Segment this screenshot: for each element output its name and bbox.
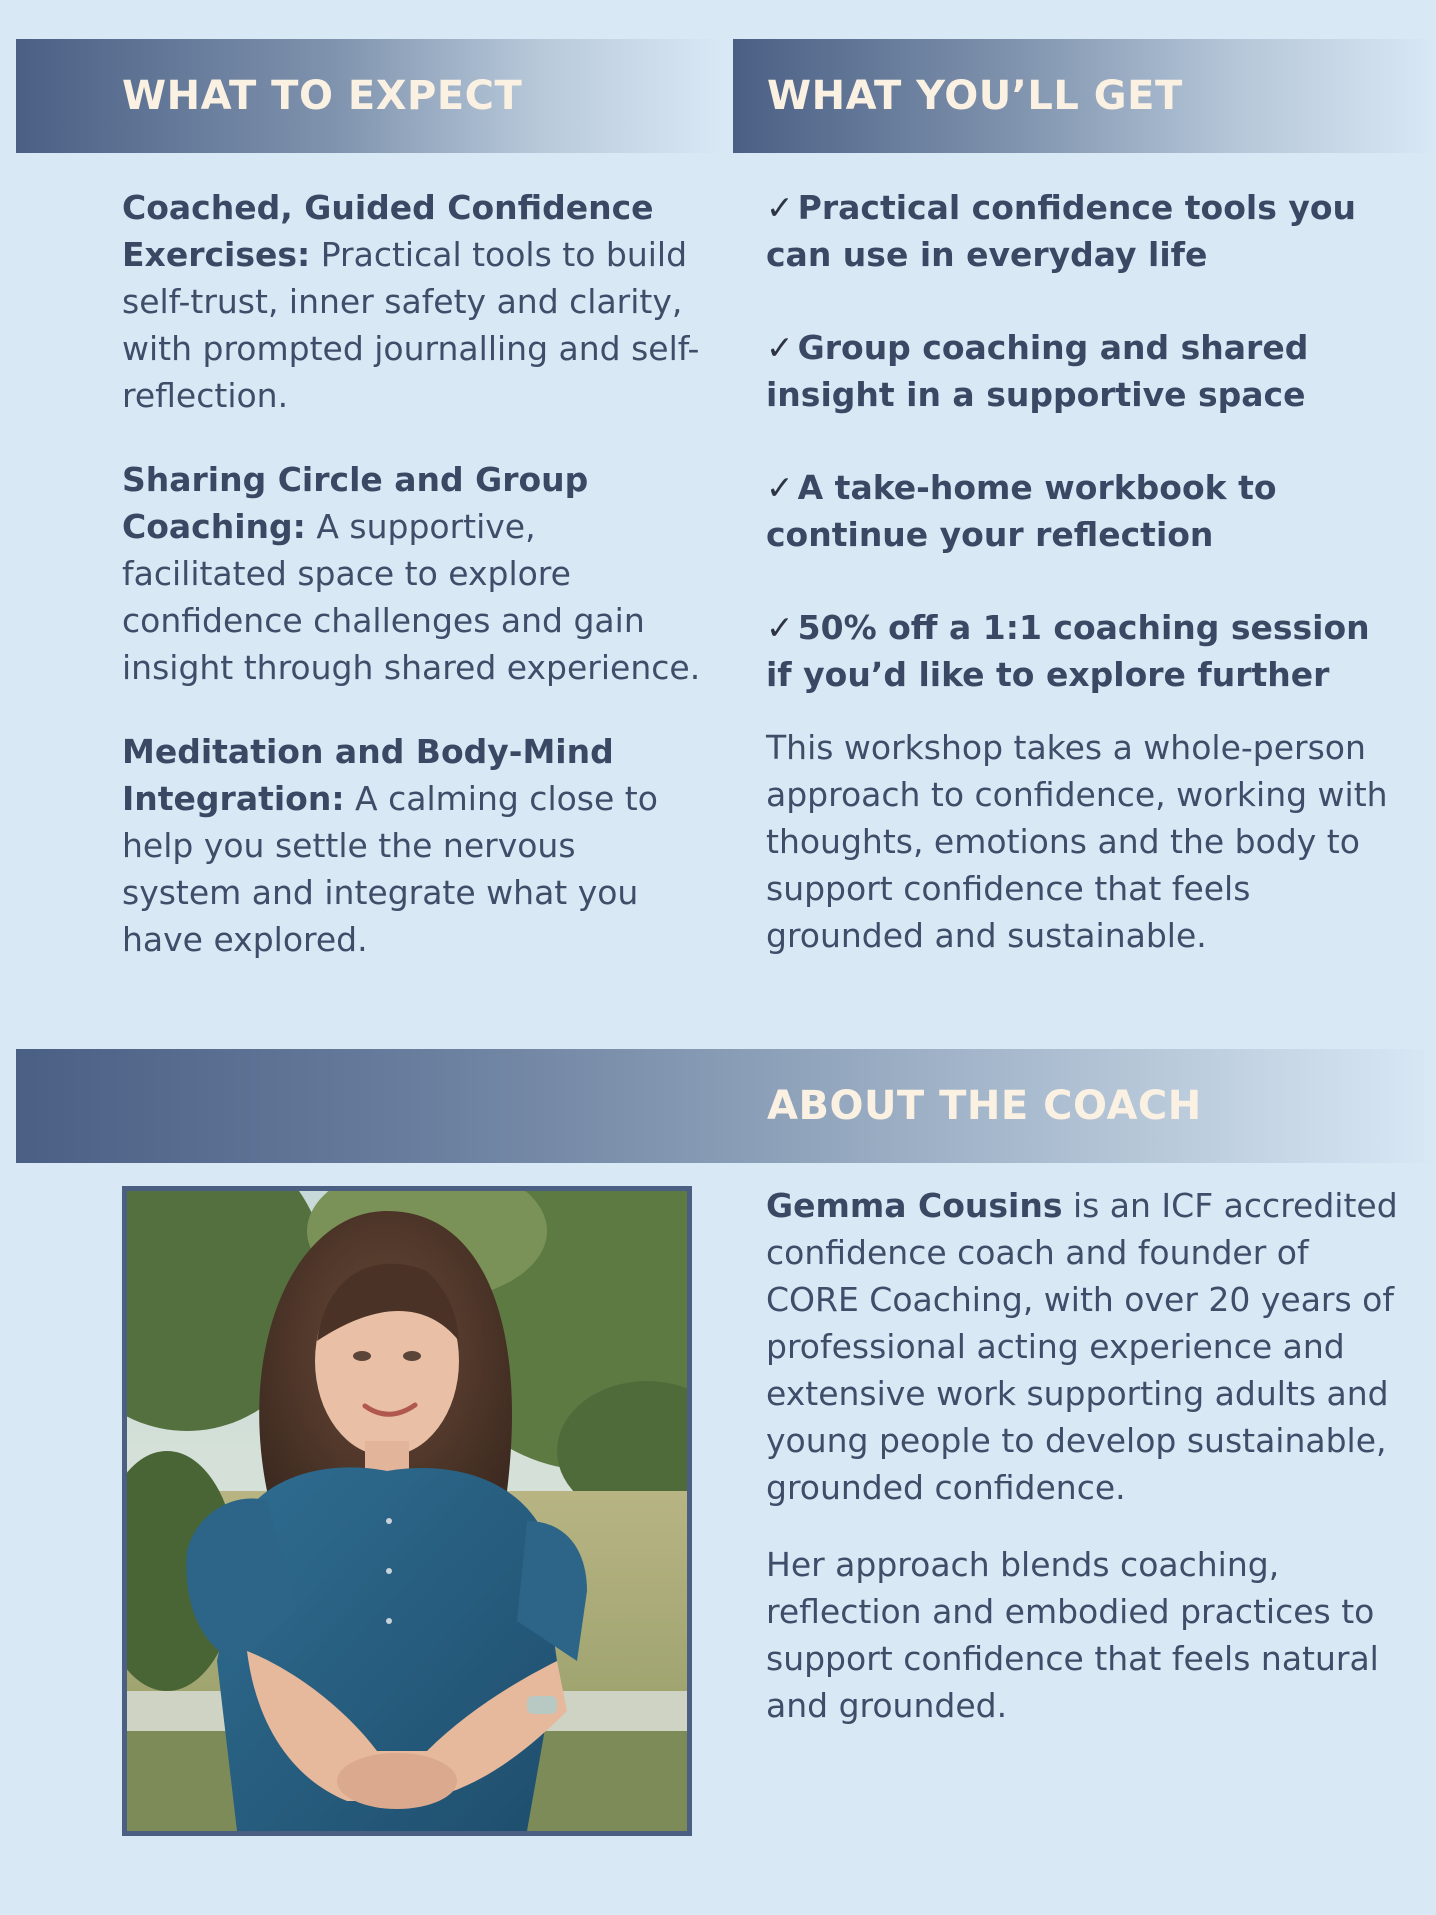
coach-portrait-image [127, 1191, 687, 1831]
get-item-text: Practical confidence tools you can use in everyday life [766, 188, 1357, 274]
coach-photo [122, 1186, 692, 1836]
get-list [766, 184, 1406, 959]
expect-item-title: Coached, Guided Confidence Exercises: [122, 188, 654, 274]
coach-bio-text: is an ICF accredited confidence coach and founder of CORE Coaching, with over 20 years of professional acting experience and extensive work supporting adults and young people to develop sustainable, grounded confidence. [766, 1186, 1398, 1507]
expect-item [122, 184, 702, 419]
expect-item-title: Sharing Circle and Group Coaching: [122, 460, 589, 546]
what-youll-get-heading: WHAT YOU’LL GET [767, 73, 1183, 119]
coach-name: Gemma Cousins [766, 1186, 1063, 1225]
expect-item [122, 456, 702, 691]
get-item [766, 324, 1406, 418]
what-to-expect-header [16, 39, 722, 153]
get-item [766, 464, 1406, 558]
get-item-text: 50% off a 1:1 coaching session if you’d like to explore further [766, 608, 1370, 694]
coach-bio [766, 1182, 1406, 1511]
expect-item-text: A supportive, facilitated space to explore confidence challenges and gain insight through shared experience. [122, 507, 701, 687]
get-item-text: Group coaching and shared insight in a supportive space [766, 328, 1309, 414]
get-item [766, 604, 1406, 698]
coach-approach: Her approach blends coaching, reflection and embodied practices to support confidence that feels natural and grounded. [766, 1545, 1379, 1725]
checkmark-icon: ✓ [766, 468, 794, 507]
coach-bio-section [766, 1182, 1406, 1729]
checkmark-icon: ✓ [766, 188, 794, 227]
checkmark-icon: ✓ [766, 328, 794, 367]
expect-item-text: Practical tools to build self-trust, inner safety and clarity, with prompted journalling and self-reflection. [122, 235, 700, 415]
expect-item [122, 728, 702, 963]
get-item-text: A take-home workbook to continue your reflection [766, 468, 1277, 554]
get-item [766, 184, 1406, 278]
what-youll-get-header [733, 39, 1436, 153]
expect-item-text: A calming close to help you settle the nervous system and integrate what you have explored. [122, 779, 658, 959]
what-to-expect-heading: WHAT TO EXPECT [122, 73, 523, 119]
checkmark-icon: ✓ [766, 608, 794, 647]
about-the-coach-header [16, 1049, 1436, 1163]
expect-list [122, 184, 702, 1000]
workshop-summary: This workshop takes a whole-person approach to confidence, working with thoughts, emotions and the body to support confidence that feels grounded and sustainable. [766, 728, 1388, 955]
about-the-coach-heading: ABOUT THE COACH [767, 1083, 1202, 1129]
expect-item-title: Meditation and Body-Mind Integration: [122, 732, 614, 818]
